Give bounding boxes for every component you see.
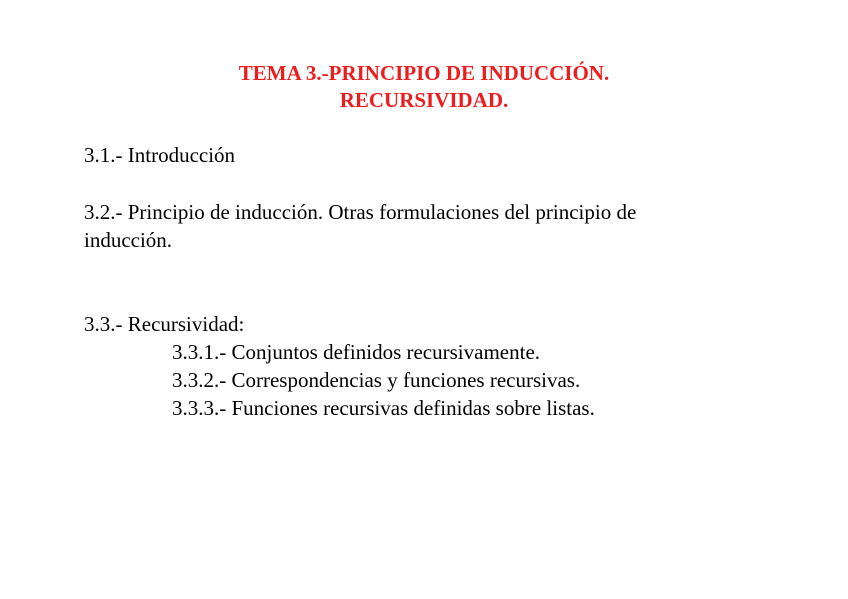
section-3-3: 3.3.- Recursividad: — [84, 312, 245, 336]
section-3-2-line-1: 3.2.- Principio de inducción. Otras formulaciones del principio de — [84, 200, 637, 224]
subsection-3-3-2: 3.3.2.- Correspondencias y funciones recursivas. — [172, 368, 581, 392]
section-3-2-line-2: inducción. — [84, 228, 173, 252]
page-title-line-2: RECURSIVIDAD. — [339, 88, 509, 112]
subsection-3-3-1: 3.3.1.- Conjuntos definidos recursivamente. — [172, 340, 541, 364]
page-title-line-1: TEMA 3.-PRINCIPIO DE INDUCCIÓN. — [238, 61, 610, 85]
subsection-3-3-3: 3.3.3.- Funciones recursivas definidas sobre listas. — [172, 396, 595, 420]
section-3-1: 3.1.- Introducción — [84, 143, 236, 167]
